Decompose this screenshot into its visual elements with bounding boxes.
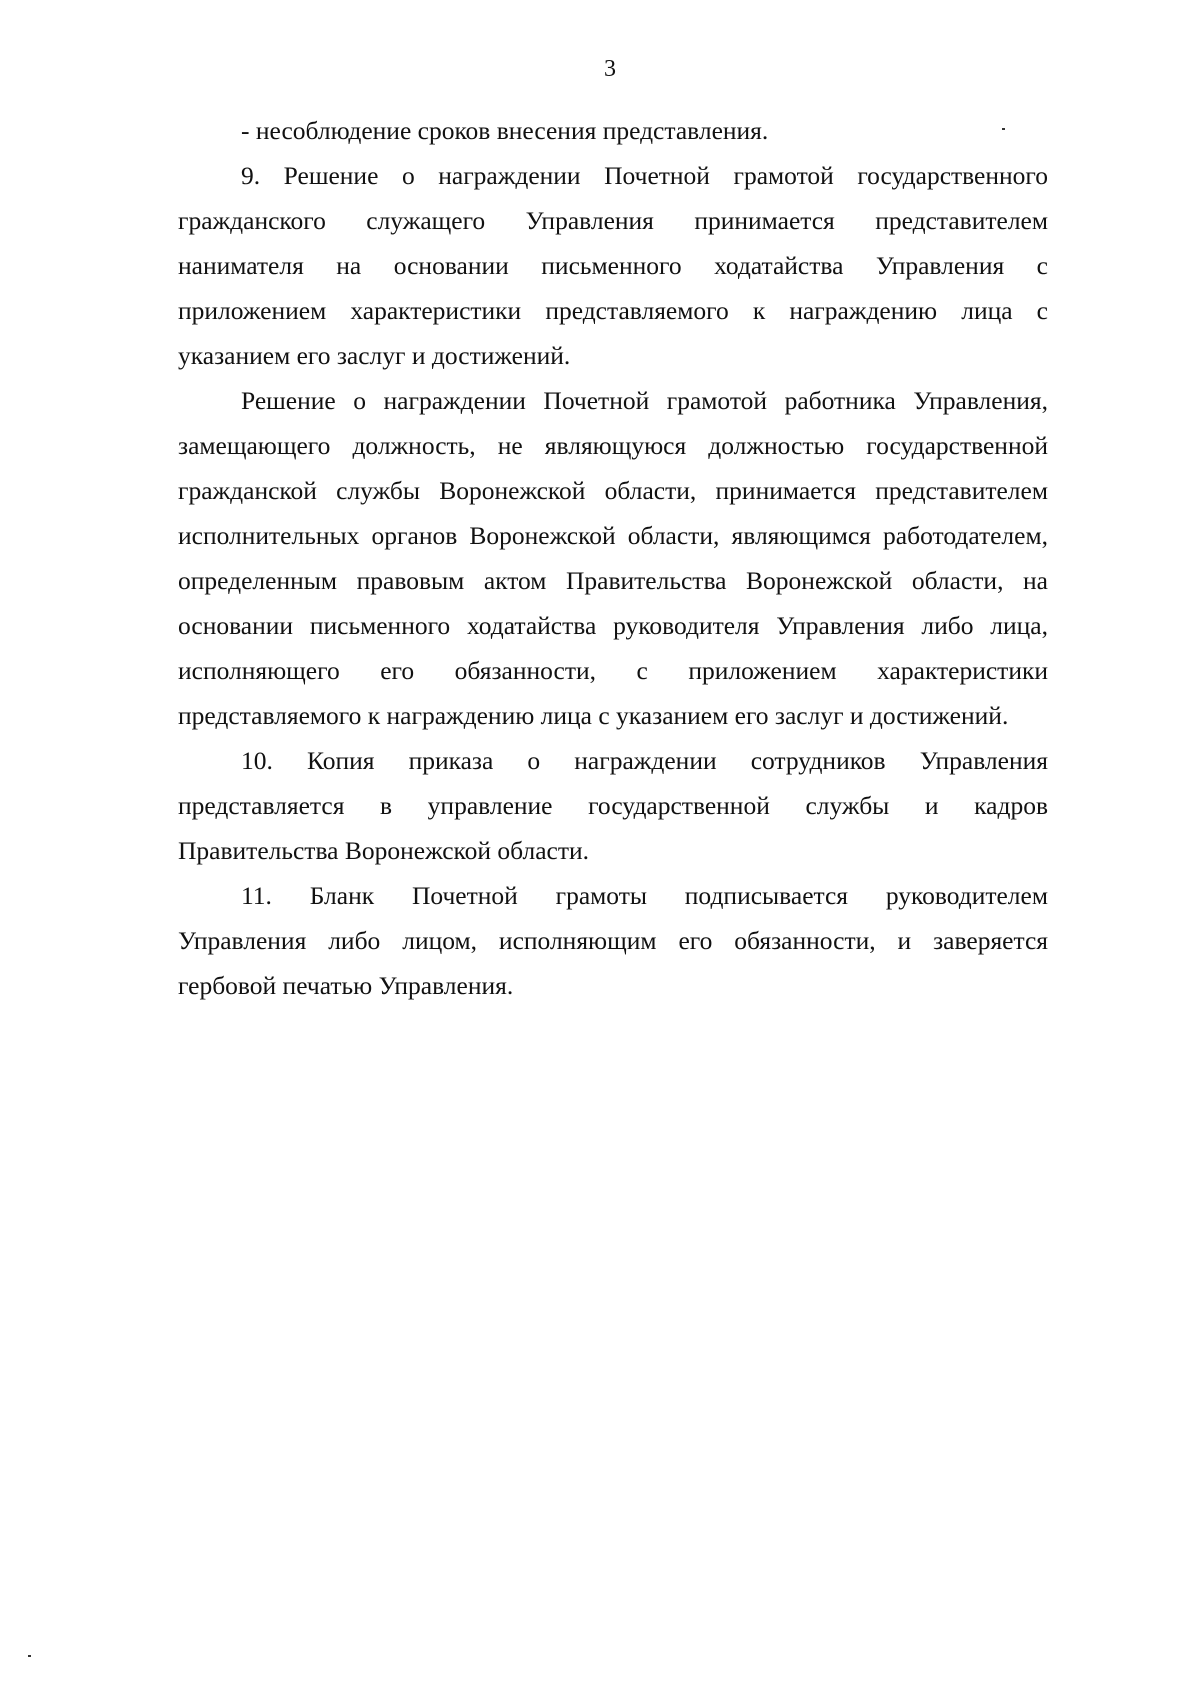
text-line: 9. Решение о награждении Почетной грамотой государственного xyxy=(241,161,1048,190)
text-line: представляемого к награждению лица с указанием его заслуг и достижений. xyxy=(178,701,1009,730)
text-line: Решение о награждении Почетной грамотой работника Управления, xyxy=(241,386,1048,415)
scan-speck xyxy=(28,1655,31,1657)
text-line: основании письменного ходатайства руководителя Управления либо лица, xyxy=(178,611,1048,640)
paragraph xyxy=(178,378,1048,738)
text-line: исполнительных органов Воронежской области, являющимся работодателем, xyxy=(178,521,1048,550)
text-line: исполняющего его обязанности, с приложением характеристики xyxy=(178,656,1048,685)
text-line: Правительства Воронежской области. xyxy=(178,836,590,865)
text-line: Управления либо лицом, исполняющим его обязанности, и заверяется xyxy=(178,926,1048,955)
paragraph xyxy=(178,108,1048,153)
text-line: определенным правовым актом Правительства Воронежской области, на xyxy=(178,566,1048,595)
paragraph xyxy=(178,153,1048,378)
text-line: гербовой печатью Управления. xyxy=(178,971,514,1000)
paragraph xyxy=(178,873,1048,1008)
text-line: гражданской службы Воронежской области, принимается представителем xyxy=(178,476,1048,505)
text-line: - несоблюдение сроков внесения представления. xyxy=(241,116,769,145)
text-line: нанимателя на основании письменного ходатайства Управления с xyxy=(178,251,1048,280)
text-line: представляется в управление государственной службы и кадров xyxy=(178,791,1048,820)
text-line: гражданского служащего Управления принимается представителем xyxy=(178,206,1048,235)
page-number: 3 xyxy=(604,56,616,82)
document-body xyxy=(178,108,1048,1008)
text-line: 11. Бланк Почетной грамоты подписывается руководителем xyxy=(241,881,1048,910)
text-line: замещающего должность, не являющуюся должностью государственной xyxy=(178,431,1048,460)
text-line: 10. Копия приказа о награждении сотрудников Управления xyxy=(241,746,1048,775)
paragraph xyxy=(178,738,1048,873)
text-line: приложением характеристики представляемого к награждению лица с xyxy=(178,296,1048,325)
text-line: указанием его заслуг и достижений. xyxy=(178,341,571,370)
